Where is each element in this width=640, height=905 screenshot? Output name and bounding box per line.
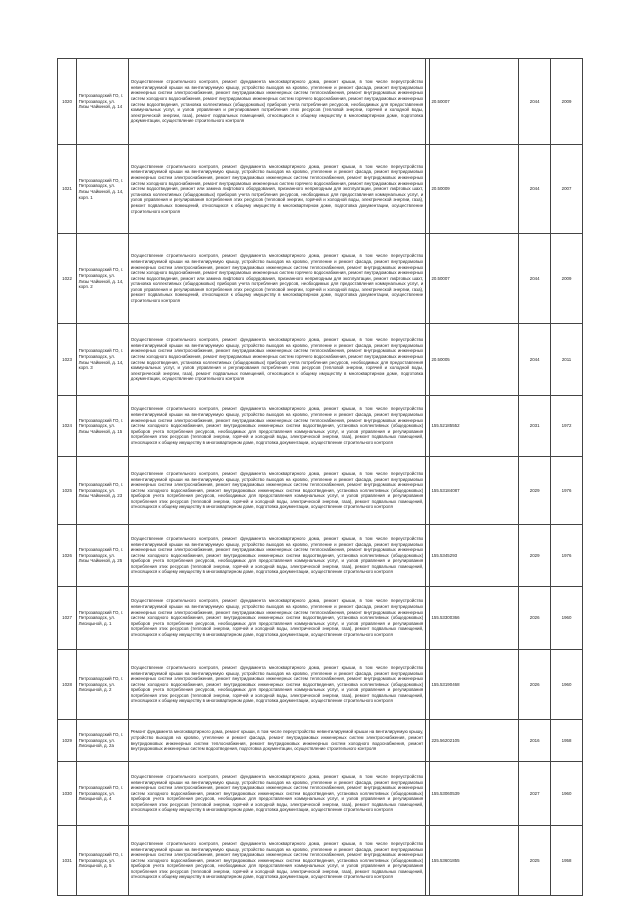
row-year-planned: 2044 [519,324,551,396]
register-table-body [58,59,583,896]
table-row [58,457,583,525]
row-works-description: Осуществление строительного контроля, ремонт фундамента многоквартирного дома, ремонт крыши, в том числе переустройство невентилируемой крыши на вентилируемую крышу, устройство выходов на кровлю, утепление и ремонт фасада, ремонт внутридомовых инженерных систем электроснабжения, ремонт внутридомовых инженерных систем теплоснабжения, ремонт внутридомовых инженерных систем холодного водоснабжения, ремонт внутридомовых инженерных систем горячего водоснабжения, ремонт внутридомовых инженерных систем водоотведения, установка коллективных (общедомовых) приборов учета потребления ресурсов, необходимых для предоставления коммунальных услуг, и узлов управления и регулирования потребления этих ресурсов (тепловой энергии, горячей и холодной воды, электрической энергии, газа), ремонт подвальных помещений, относящихся к общему имуществу в многоквартирном доме, подготовка документации, осуществление строительного контроля [129,324,426,396]
row-year-planned: 2027 [519,762,551,826]
row-works-description: Осуществление строительного контроля, ремонт фундамента многоквартирного дома, ремонт крыши, в том числе переустройство невентилируемой крыши на вентилируемую крышу, устройство выходов на кровлю, утепление и ремонт фасада, ремонт внутридомовых инженерных систем электроснабжения, ремонт внутридомовых инженерных систем теплоснабжения, ремонт внутридомовых инженерных систем холодного водоснабжения, ремонт внутридомовых инженерных систем водоотведения, установка коллективных (общедомовых) приборов учета потребления ресурсов, необходимых для предоставления коммунальных услуг, и узлов управления и регулирования потребления этих ресурсов (тепловой энергии, горячей и холодной воды, электрической энергии, газа), ремонт подвальных помещений, относящихся к общему имуществу в многоквартирном доме, подготовка документации, осуществление строительного контроля [129,457,426,525]
table-row [58,59,583,145]
row-year-built: 2009 [551,59,583,145]
row-address: Петрозаводский ГО, г. Петрозаводск, ул. Лизы Чайкиной, д. 14, корп. 1 [77,145,129,234]
row-address: Петрозаводский ГО, г. Петрозаводск, ул. Лизы Чайкиной, д. 14 [77,59,129,145]
row-code: 155.53300366 [429,587,518,650]
row-number: 1029 [58,720,77,762]
row-number: 1030 [58,762,77,826]
table-row [58,587,583,650]
table-row [58,396,583,457]
row-code: 20.50007 [429,59,518,145]
row-year-built: 2007 [551,145,583,234]
row-year-built: 1976 [551,525,583,587]
row-year-planned: 2031 [519,396,551,457]
table-row [58,720,583,762]
row-works-description: Осуществление строительного контроля, ремонт фундамента многоквартирного дома, ремонт крыши, в том числе переустройство невентилируемой крыши на вентилируемую крышу, устройство выходов на кровлю, утепление и ремонт фасада, ремонт внутридомовых инженерных систем электроснабжения, ремонт внутридомовых инженерных систем теплоснабжения, ремонт внутридомовых инженерных систем холодного водоснабжения, ремонт внутридомовых инженерных систем водоотведения, установка коллективных (общедомовых) приборов учета потребления ресурсов, необходимых для предоставления коммунальных услуг, и узлов управления и регулирования потребления этих ресурсов (тепловой энергии, горячей и холодной воды, электрической энергии, газа), ремонт подвальных помещений, относящихся к общему имуществу в многоквартирном доме, подготовка документации, осуществление строительного контроля [129,826,426,896]
row-year-built: 1960 [551,762,583,826]
row-works-description: Осуществление строительного контроля, ремонт фундамента многоквартирного дома, ремонт крыши, в том числе переустройство невентилируемой крыши на вентилируемую крышу, устройство выходов на кровлю, утепление и ремонт фасада, ремонт внутридомовых инженерных систем электроснабжения, ремонт внутридомовых инженерных систем теплоснабжения, ремонт внутридомовых инженерных систем холодного водоснабжения, ремонт внутридомовых инженерных систем водоотведения, установка коллективных (общедомовых) приборов учета потребления ресурсов, необходимых для предоставления коммунальных услуг, и узлов управления и регулирования потребления этих ресурсов (тепловой энергии, горячей и холодной воды, электрической энергии, газа), ремонт подвальных помещений, относящихся к общему имуществу в многоквартирном доме, подготовка документации, осуществление строительного контроля [129,525,426,587]
row-works-description: Осуществление строительного контроля, ремонт фундамента многоквартирного дома, ремонт крыши, в том числе переустройство невентилируемой крыши на вентилируемую крышу, устройство выходов на кровлю, утепление и ремонт фасада, ремонт внутридомовых инженерных систем электроснабжения, ремонт внутридомовых инженерных систем теплоснабжения, ремонт внутридомовых инженерных систем холодного водоснабжения, ремонт внутридомовых инженерных систем горячего водоснабжения, ремонт внутридомовых инженерных систем водоотведения, установка коллективных (общедомовых) приборов учета потребления ресурсов, необходимых для предоставления коммунальных услуг, и узлов управления и регулирования потребления этих ресурсов (тепловой энергии, горячей и холодной воды, электрической энергии, газа), ремонт подвальных помещений, относящихся к общему имуществу в многоквартирном доме, подготовка документации, осуществление строительного контроля [129,59,426,145]
row-works-description: Осуществление строительного контроля, ремонт фундамента многоквартирного дома, ремонт крыши, в том числе переустройство невентилируемой крыши на вентилируемую крышу, устройство выходов на кровлю, утепление и ремонт фасада, ремонт внутридомовых инженерных систем электроснабжения, ремонт внутридомовых инженерных систем теплоснабжения, ремонт внутридомовых инженерных систем холодного водоснабжения, ремонт внутридомовых инженерных систем водоотведения, установка коллективных (общедомовых) приборов учета потребления ресурсов, необходимых для предоставления коммунальных услуг, и узлов управления и регулирования потребления этих ресурсов (тепловой энергии, горячей и холодной воды, электрической энергии, газа), ремонт подвальных помещений, относящихся к общему имуществу в многоквартирном доме, подготовка документации, осуществление строительного контроля [129,650,426,720]
row-number: 1020 [58,59,77,145]
row-code: 225.56202105 [429,720,518,762]
row-address: Петрозаводский ГО, г. Петрозаводск, ул. Лисицыной, д. 4 [77,762,129,826]
row-address: Петрозаводский ГО, г. Петрозаводск, ул. Лизы Чайкиной, д. 25 [77,525,129,587]
row-year-planned: 2044 [519,59,551,145]
table-row [58,826,583,896]
row-year-built: 1960 [551,650,583,720]
row-number: 1028 [58,650,77,720]
table-row [58,762,583,826]
row-number: 1031 [58,826,77,896]
row-address: Петрозаводский ГО, г. Петрозаводск, ул. Лизы Чайкиной, д. 15 [77,396,129,457]
row-address: Петрозаводский ГО, г. Петрозаводск, ул. Лизы Чайкиной, д. 23 [77,457,129,525]
row-year-built: 1960 [551,587,583,650]
row-code: 155.53190468 [429,650,518,720]
row-year-built: 2009 [551,234,583,324]
row-year-planned: 2026 [519,650,551,720]
row-number: 1024 [58,396,77,457]
row-number: 1025 [58,457,77,525]
row-works-description: Осуществление строительного контроля, ремонт фундамента многоквартирного дома, ремонт крыши, в том числе переустройство невентилируемой крыши на вентилируемую крышу, устройство выходов на кровлю, утепление и ремонт фасада, ремонт внутридомовых инженерных систем электроснабжения, ремонт внутридомовых инженерных систем теплоснабжения, ремонт внутридомовых инженерных систем холодного водоснабжения, ремонт внутридомовых инженерных систем водоотведения, установка коллективных (общедомовых) приборов учета потребления ресурсов, необходимых для предоставления коммунальных услуг, и узлов управления и регулирования потребления этих ресурсов (тепловой энергии, горячей и холодной воды, электрической энергии, газа), ремонт подвальных помещений, относящихся к общему имуществу в многоквартирном доме, подготовка документации, осуществление строительного контроля [129,587,426,650]
row-code: 155.52185552 [429,396,518,457]
row-number: 1022 [58,234,77,324]
row-address: Петрозаводский ГО, г. Петрозаводск, ул. Лисицыной, д. 2а [77,720,129,762]
row-year-built: 1958 [551,826,583,896]
row-year-built: 1972 [551,396,583,457]
row-year-built: 1958 [551,720,583,762]
table-row [58,650,583,720]
table-row [58,324,583,396]
row-code: 155.53184087 [429,457,518,525]
row-year-planned: 2029 [519,525,551,587]
row-works-description: Осуществление строительного контроля, ремонт фундамента многоквартирного дома, ремонт крыши, в том числе переустройство невентилируемой крыши на вентилируемую крышу, устройство выходов на кровлю, утепление и ремонт фасада, ремонт внутридомовых инженерных систем электроснабжения, ремонт внутридомовых инженерных систем теплоснабжения, ремонт внутридомовых инженерных систем холодного водоснабжения, ремонт внутридомовых инженерных систем горячего водоснабжения, ремонт внутридомовых инженерных систем водоотведения, ремонт или замена лифтового оборудования, признанного непригодным для эксплуатации, ремонт лифтовых шахт, установка коллективных (общедомовых) приборов учета потребления ресурсов, необходимых для предоставления коммунальных услуг, и узлов управления и регулирования потребления этих ресурсов (тепловой энергии, горячей и холодной воды, электрической энергии, газа), ремонт подвальных помещений, относящихся к общему имуществу в многоквартирном доме, подготовка документации, осуществление строительного контроля [129,145,426,234]
row-address: Петрозаводский ГО, г. Петрозаводск, ул. Лисицыной, д. 2 [77,650,129,720]
row-code: 20.50007 [429,234,518,324]
row-code: 155.53601855 [429,826,518,896]
table-row [58,525,583,587]
row-number: 1027 [58,587,77,650]
row-address: Петрозаводский ГО, г. Петрозаводск, ул. Лизы Чайкиной, д. 14, корп. 2 [77,234,129,324]
row-year-planned: 2025 [519,826,551,896]
row-number: 1021 [58,145,77,234]
row-code: 155.53060539 [429,762,518,826]
row-works-description: Осуществление строительного контроля, ремонт фундамента многоквартирного дома, ремонт крыши, в том числе переустройство невентилируемой крыши на вентилируемую крышу, устройство выходов на кровлю, утепление и ремонт фасада, ремонт внутридомовых инженерных систем электроснабжения, ремонт внутридомовых инженерных систем теплоснабжения, ремонт внутридомовых инженерных систем холодного водоснабжения, ремонт внутридомовых инженерных систем горячего водоснабжения, ремонт внутридомовых инженерных систем водоотведения, ремонт или замена лифтового оборудования, признанного непригодным для эксплуатации, ремонт лифтовых шахт, установка коллективных (общедомовых) приборов учета потребления ресурсов, необходимых для предоставления коммунальных услуг, и узлов управления и регулирования потребления этих ресурсов (тепловой энергии, горячей и холодной воды, электрической энергии, газа), ремонт подвальных помещений, относящихся к общему имуществу в многоквартирном доме, подготовка документации, осуществление строительного контроля [129,234,426,324]
row-number: 1023 [58,324,77,396]
row-address: Петрозаводский ГО, г. Петрозаводск, ул. Лизы Чайкиной, д. 14, корп. 3 [77,324,129,396]
row-address: Петрозаводский ГО, г. Петрозаводск, ул. Лисицыной, д. 1 [77,587,129,650]
table-row [58,234,583,324]
row-works-description: Осуществление строительного контроля, ремонт фундамента многоквартирного дома, ремонт крыши, в том числе переустройство невентилируемой крыши на вентилируемую крышу, устройство выходов на кровлю, утепление и ремонт фасада, ремонт внутридомовых инженерных систем электроснабжения, ремонт внутридомовых инженерных систем теплоснабжения, ремонт внутридомовых инженерных систем холодного водоснабжения, ремонт внутридомовых инженерных систем водоотведения, установка коллективных (общедомовых) приборов учета потребления ресурсов, необходимых для предоставления коммунальных услуг, и узлов управления и регулирования потребления этих ресурсов (тепловой энергии, горячей и холодной воды, электрической энергии, газа), ремонт подвальных помещений, относящихся к общему имуществу в многоквартирном доме, подготовка документации, осуществление строительного контроля [129,762,426,826]
row-year-planned: 2016 [519,720,551,762]
row-year-planned: 2026 [519,587,551,650]
row-code: 20.50005 [429,324,518,396]
row-year-built: 2011 [551,324,583,396]
row-code: 20.50009 [429,145,518,234]
table-row [58,145,583,234]
row-address: Петрозаводский ГО, г. Петрозаводск, ул. Лисицыной, д. 5 [77,826,129,896]
row-year-planned: 2029 [519,457,551,525]
row-year-planned: 2044 [519,145,551,234]
row-number: 1026 [58,525,77,587]
row-works-description: Ремонт фундамента многоквартирного дома, ремонт крыши, в том числе переустройство невентилируемой крыши на вентилируемую крышу, устройство выходов на кровлю, утепление и ремонт фасада, ремонт внутридомовых инженерных систем электроснабжения, ремонт внутридомовых инженерных систем теплоснабжения, ремонт внутридомовых инженерных систем холодного водоснабжения, ремонт внутридомовых инженерных систем водоотведения, подготовка документации, осуществление строительного контроля [129,720,426,762]
register-table [57,58,583,896]
row-year-built: 1976 [551,457,583,525]
row-code: 155.5345293 [429,525,518,587]
row-works-description: Осуществление строительного контроля, ремонт фундамента многоквартирного дома, ремонт крыши, в том числе переустройство невентилируемой крыши на вентилируемую крышу, устройство выходов на кровлю, утепление и ремонт фасада, ремонт внутридомовых инженерных систем электроснабжения, ремонт внутридомовых инженерных систем теплоснабжения, ремонт внутридомовых инженерных систем холодного водоснабжения, ремонт внутридомовых инженерных систем водоотведения, установка коллективных (общедомовых) приборов учета потребления ресурсов, необходимых для предоставления коммунальных услуг, и узлов управления и регулирования потребления этих ресурсов (тепловой энергии, горячей и холодной воды, электрической энергии, газа), ремонт подвальных помещений, относящихся к общему имуществу в многоквартирном доме, подготовка документации, осуществление строительного контроля [129,396,426,457]
row-year-planned: 2044 [519,234,551,324]
